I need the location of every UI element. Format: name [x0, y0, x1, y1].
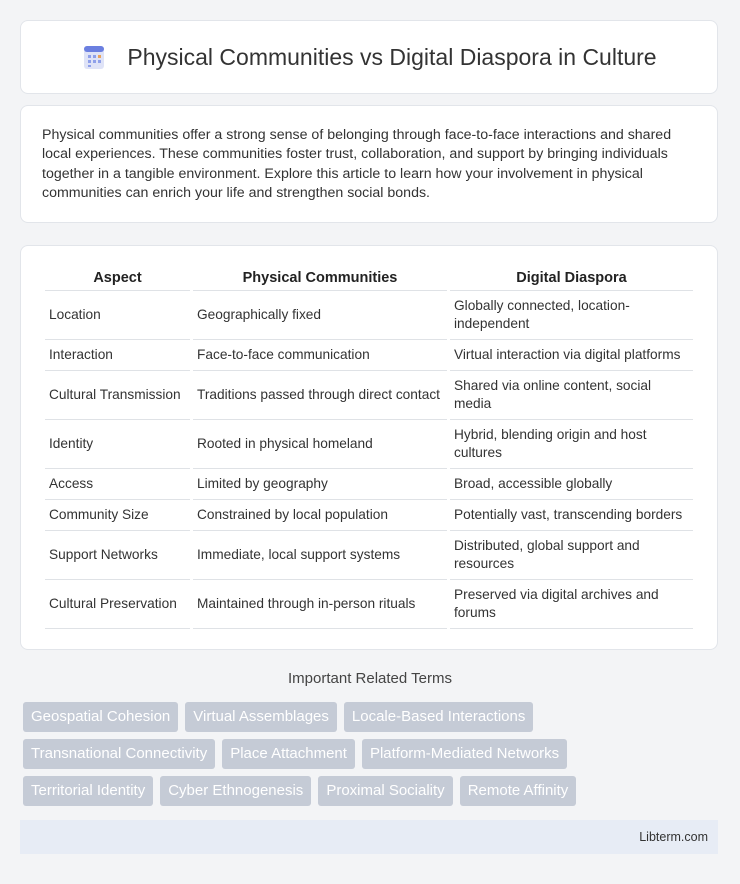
cell-physical: Limited by geography [193, 469, 447, 500]
column-header-digital: Digital Diaspora [450, 263, 693, 291]
cell-physical: Maintained through in-person rituals [193, 580, 447, 629]
related-term-tag[interactable]: Proximal Sociality [318, 776, 452, 806]
related-term-tag[interactable]: Territorial Identity [23, 776, 153, 806]
cell-digital: Hybrid, blending origin and host cultures [450, 420, 693, 469]
table-header-row [45, 263, 693, 291]
cell-digital: Broad, accessible globally [450, 469, 693, 500]
cell-physical: Traditions passed through direct contact [193, 371, 447, 420]
cell-digital: Globally connected, location-independent [450, 291, 693, 340]
cell-digital: Distributed, global support and resources [450, 531, 693, 580]
related-terms-list [23, 702, 723, 813]
cell-aspect: Support Networks [45, 531, 190, 580]
related-term-tag[interactable]: Place Attachment [222, 739, 355, 769]
cell-digital: Potentially vast, transcending borders [450, 500, 693, 531]
table-row [45, 580, 693, 629]
cell-physical: Constrained by local population [193, 500, 447, 531]
cell-physical: Immediate, local support systems [193, 531, 447, 580]
document-icon [81, 44, 107, 70]
cell-digital: Shared via online content, social media [450, 371, 693, 420]
related-term-tag[interactable]: Locale-Based Interactions [344, 702, 533, 732]
intro-text: Physical communities offer a strong sense of belonging through face-to-face interactions and shared local experiences. These communities foster trust, collaboration, and support by bringing individuals together in a tangible environment. Explore this article to learn how your involvement in physical communities can enrich your life and strengthen social bonds. [42, 127, 672, 202]
related-term-tag[interactable]: Transnational Connectivity [23, 739, 215, 769]
cell-digital: Preserved via digital archives and forums [450, 580, 693, 629]
related-term-tag[interactable]: Cyber Ethnogenesis [160, 776, 311, 806]
table-row [45, 340, 693, 371]
cell-aspect: Location [45, 291, 190, 340]
cell-physical: Face-to-face communication [193, 340, 447, 371]
tag-row [23, 739, 723, 769]
table-row [45, 371, 693, 420]
cell-aspect: Cultural Preservation [45, 580, 190, 629]
title-card [20, 20, 718, 94]
table-row [45, 291, 693, 340]
footer [20, 820, 718, 854]
cell-physical: Rooted in physical homeland [193, 420, 447, 469]
cell-digital: Virtual interaction via digital platforms [450, 340, 693, 371]
table-row [45, 420, 693, 469]
related-term-tag[interactable]: Remote Affinity [460, 776, 577, 806]
column-header-physical: Physical Communities [193, 263, 447, 291]
related-terms-title: Important Related Terms [288, 670, 452, 687]
intro-card [20, 105, 718, 223]
comparison-table-card [20, 245, 718, 650]
column-header-aspect: Aspect [45, 263, 190, 291]
cell-aspect: Cultural Transmission [45, 371, 190, 420]
table-row [45, 469, 693, 500]
related-term-tag[interactable]: Geospatial Cohesion [23, 702, 178, 732]
related-term-tag[interactable]: Platform-Mediated Networks [362, 739, 567, 769]
cell-aspect: Identity [45, 420, 190, 469]
cell-aspect: Interaction [45, 340, 190, 371]
footer-site-link[interactable]: Libterm.com [639, 830, 708, 844]
cell-aspect: Access [45, 469, 190, 500]
page-title: Physical Communities vs Digital Diaspora in Culture [127, 43, 657, 70]
table-row [45, 500, 693, 531]
related-term-tag[interactable]: Virtual Assemblages [185, 702, 337, 732]
table-row [45, 531, 693, 580]
comparison-table [42, 263, 696, 629]
cell-physical: Geographically fixed [193, 291, 447, 340]
cell-aspect: Community Size [45, 500, 190, 531]
tag-row [23, 776, 723, 806]
tag-row [23, 702, 723, 732]
